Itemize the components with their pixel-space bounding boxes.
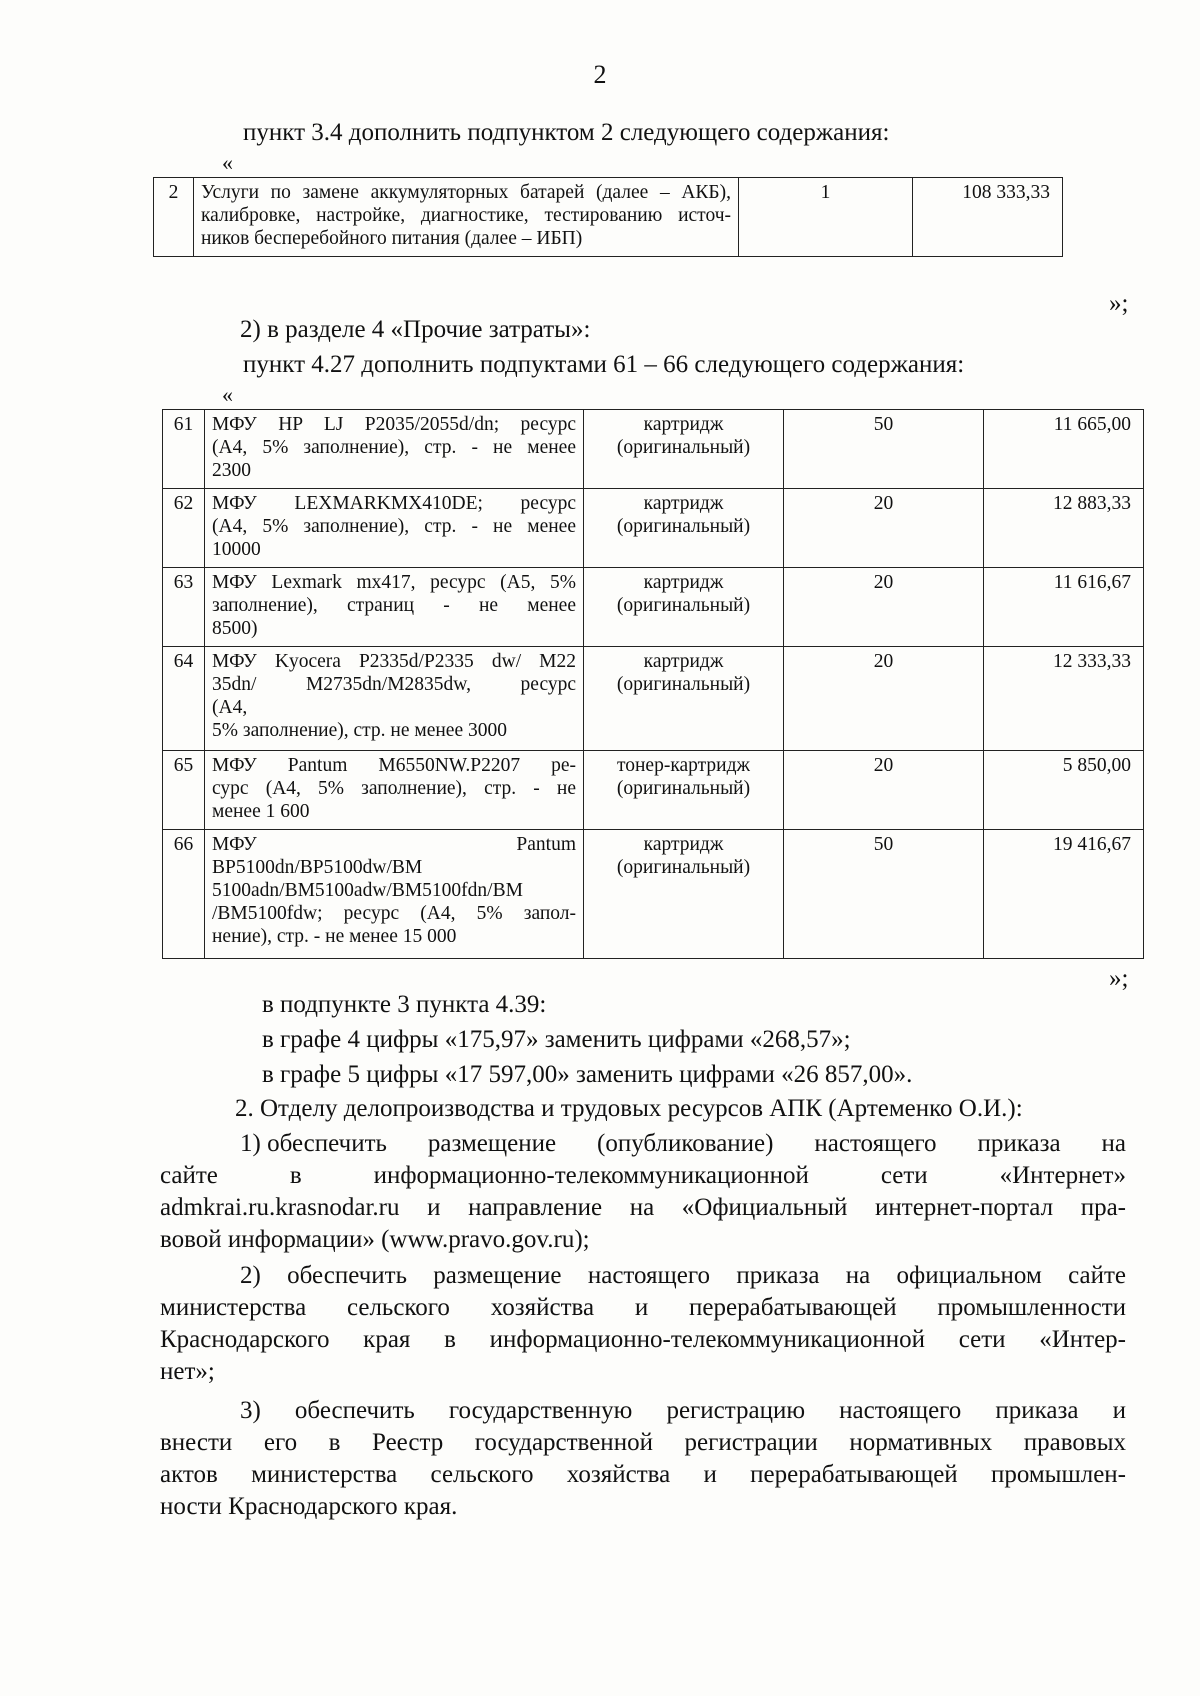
cell-unit <box>584 647 784 751</box>
word: приказа <box>977 1130 1061 1157</box>
amend-line-3: в графе 5 цифры «17 597,00» заменить цифрами «26 857,00». <box>262 1061 913 1088</box>
name-line: 5% заполнение), стр. не менее 3000 <box>212 720 507 741</box>
word: сети <box>880 1162 928 1189</box>
unit-line: тонер-картридж <box>616 755 750 776</box>
section2-line: 2) в разделе 4 «Прочие затраты»: <box>240 316 591 343</box>
para-line: ности Краснодарского края. <box>160 1493 458 1520</box>
cell-name <box>194 178 739 257</box>
table-row <box>163 830 1144 959</box>
para-line: admkrai.ru.krasnodar.ru и направление на «Официальный интернет-портал пра- <box>160 1194 1126 1221</box>
para-line: 3) обеспечить государственную регистрацию настоящего приказа и <box>240 1397 1126 1424</box>
para-line <box>160 1128 1126 1160</box>
amend-line-1: в подпункте 3 пункта 4.39: <box>262 991 547 1018</box>
word: 1) обеспечить <box>240 1130 387 1157</box>
name-line: заполнение), страниц - не менее <box>212 595 576 616</box>
cell-price: 5 850,00 <box>984 751 1144 830</box>
cell-num: 64 <box>163 647 205 751</box>
cell-num: 63 <box>163 568 205 647</box>
page-number: 2 <box>593 60 607 89</box>
cell-num: 61 <box>163 410 205 489</box>
cell-name <box>205 751 584 830</box>
cell-num: 2 <box>154 178 194 257</box>
unit-line: картридж <box>643 414 724 435</box>
cell-unit <box>584 830 784 959</box>
word: настоящего <box>814 1130 937 1157</box>
name-line: менее 1 600 <box>212 801 310 822</box>
para-line: 2) обеспечить размещение настоящего приказа на официальном сайте <box>240 1262 1126 1289</box>
unit-line: (оригинальный) <box>616 437 751 458</box>
cell-price: 11 665,00 <box>984 410 1144 489</box>
cell-name <box>205 410 584 489</box>
name-line: /BM5100fdw; ресурс (А4, 5% запол- <box>212 903 576 924</box>
name-line: МФУ Pantum M6550NW.P2207 ре- <box>212 755 576 776</box>
unit-line: (оригинальный) <box>616 595 751 616</box>
quote-close-2: »; <box>1109 965 1129 992</box>
name-line: BP5100dn/BP5100dw/BM <box>212 857 423 878</box>
cell-qty: 50 <box>784 410 984 489</box>
para-line: нет»; <box>160 1358 215 1385</box>
unit-line: (оригинальный) <box>616 674 751 695</box>
name-line: МФУ HP LJ P2035/2055d/dn; ресурс <box>212 414 576 435</box>
word: «Интернет» <box>999 1162 1126 1189</box>
table-row <box>163 410 1144 489</box>
cell-unit <box>584 410 784 489</box>
cell-name <box>205 830 584 959</box>
table-row <box>163 751 1144 830</box>
cell-qty: 1 <box>739 178 913 257</box>
name-line: 2300 <box>212 460 251 481</box>
quote-open-2: « <box>222 382 233 407</box>
cell-qty: 50 <box>784 830 984 959</box>
cell-price: 12 883,33 <box>984 489 1144 568</box>
table-row <box>163 489 1144 568</box>
cell-qty: 20 <box>784 489 984 568</box>
cell-name <box>205 489 584 568</box>
name-line: сурс (А4, 5% заполнение), стр. - не <box>212 778 576 799</box>
cell-name <box>205 647 584 751</box>
paragraph-sub2 <box>160 1260 1126 1388</box>
section2-sub: пункт 4.27 дополнить подпуктами 61 – 66 следующего содержания: <box>243 351 965 378</box>
name-line: Услуги по замене аккумуляторных батарей (далее – АКБ), <box>201 182 731 203</box>
cell-qty: 20 <box>784 751 984 830</box>
unit-line: (оригинальный) <box>616 857 751 878</box>
paragraph-sub3 <box>160 1395 1126 1523</box>
cell-num: 66 <box>163 830 205 959</box>
amend-line-2: в графе 4 цифры «175,97» заменить цифрами «268,57»; <box>262 1026 851 1053</box>
cell-qty: 20 <box>784 568 984 647</box>
name-line: ников бесперебойного питания (далее – ИБП) <box>201 228 583 249</box>
para-line: внести его в Реестр государственной регистрации нормативных правовых <box>160 1429 1126 1456</box>
name-line: 10000 <box>212 539 261 560</box>
name-line: 8500) <box>212 618 258 639</box>
cell-unit <box>584 568 784 647</box>
paragraph-sub1 <box>160 1128 1126 1256</box>
word: размещение <box>427 1130 557 1157</box>
para-line: актов министерства сельского хозяйства и перерабатывающей промышлен- <box>160 1461 1126 1488</box>
name-line: МФУ LEXMARKMX410DE; ресурс <box>212 493 576 514</box>
name-line: калибровке, настройке, диагностике, тестированию источ- <box>201 205 731 226</box>
para-line: министерства сельского хозяйства и перерабатывающей промышленности <box>160 1294 1126 1321</box>
name-line: (А4, <box>212 697 248 718</box>
word: в <box>289 1162 302 1189</box>
name-line: (А4, 5% заполнение), стр. - не менее <box>212 516 576 537</box>
cell-name <box>205 568 584 647</box>
para-line <box>160 1160 1126 1192</box>
table-row <box>154 178 1063 257</box>
cell-price: 11 616,67 <box>984 568 1144 647</box>
cell-num: 62 <box>163 489 205 568</box>
cell-num: 65 <box>163 751 205 830</box>
name-line: (А4, 5% заполнение), стр. - не менее <box>212 437 576 458</box>
word: на <box>1101 1130 1126 1157</box>
cell-unit <box>584 489 784 568</box>
cell-price: 108 333,33 <box>913 178 1063 257</box>
word: (опубликование) <box>597 1130 774 1157</box>
unit-line: (оригинальный) <box>616 516 751 537</box>
unit-line: картридж <box>643 651 724 672</box>
intro-line: пункт 3.4 дополнить подпунктом 2 следующего содержания: <box>243 119 890 146</box>
table-services <box>153 177 1063 257</box>
para-line: Краснодарского края в информационно-телекоммуникационной сети «Интер- <box>160 1326 1126 1353</box>
table-cartridges <box>162 409 1144 959</box>
cell-price: 12 333,33 <box>984 647 1144 751</box>
unit-line: (оригинальный) <box>616 778 751 799</box>
name-line: 35dn/ M2735dn/M2835dw, ресурс <box>212 674 576 695</box>
word: информационно-телекоммуникационной <box>373 1162 809 1189</box>
name-line: МФУ Kyocera P2335d/P2335 dw/ M22 <box>212 651 576 672</box>
name-line: нение), стр. - не менее 15 000 <box>212 926 457 947</box>
quote-close-1: »; <box>1109 290 1129 317</box>
cell-price: 19 416,67 <box>984 830 1144 959</box>
unit-line: картридж <box>643 493 724 514</box>
unit-line: картридж <box>643 834 724 855</box>
name-line: 5100adn/BM5100adw/BM5100fdn/BM <box>212 880 523 901</box>
table-row <box>163 568 1144 647</box>
quote-open-1: « <box>222 150 233 175</box>
name-line: МФУ Pantum <box>212 834 576 855</box>
cell-qty: 20 <box>784 647 984 751</box>
item2-heading: 2. Отделу делопроизводства и трудовых ресурсов АПК (Артеменко О.И.): <box>235 1095 1023 1122</box>
table-row <box>163 647 1144 751</box>
para-line: вовой информации» (www.pravo.gov.ru); <box>160 1226 590 1253</box>
word: сайте <box>160 1162 218 1189</box>
cell-unit <box>584 751 784 830</box>
unit-line: картридж <box>643 572 724 593</box>
name-line: МФУ Lexmark mx417, ресурс (А5, 5% <box>212 572 576 593</box>
